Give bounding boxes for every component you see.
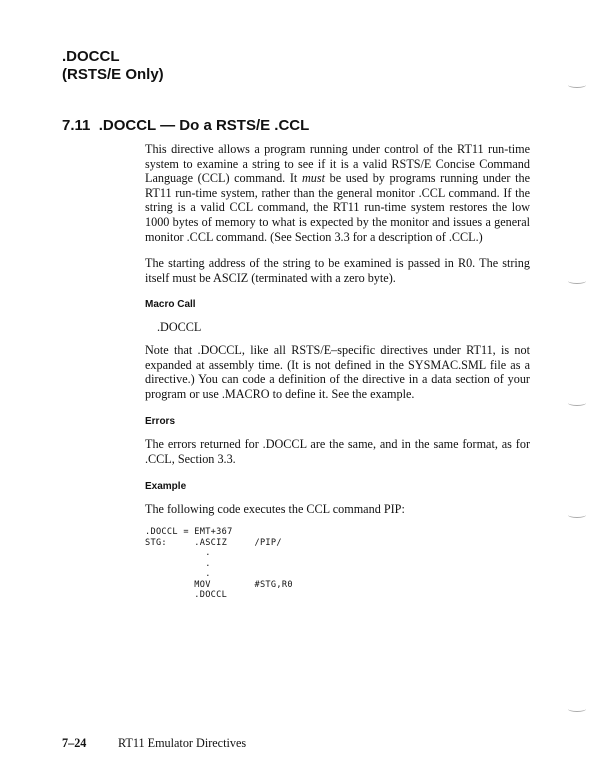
section-heading <box>62 117 309 134</box>
errors-paragraph: The errors returned for .DOCCL are the same, and in the same format, as for .CCL, Section 3.3. <box>145 437 530 466</box>
intro-text-1: This directive allows a program running under control of the RT11 run-time system to examine a string to see if it is a valid RSTS/E Concise Command Language (CCL) command. It <box>145 142 530 186</box>
intro-text-2: be used by programs running under the RT11 run-time system, rather than the general monitor .CCL command. If the string is a valid CCL command, the RT11 run-time system restores the low 1000 bytes of memory to what is expected by the monitor and issues a general monitor .CCL command. (See Section 3.3 for a description of .CCL.) <box>145 171 530 244</box>
section-title: .DOCCL — Do a RSTS/E .CCL <box>98 117 310 134</box>
margin-mark <box>568 82 586 88</box>
margin-mark <box>568 512 586 518</box>
example-heading: Example <box>145 481 187 492</box>
page-number: 7–24 <box>62 736 87 750</box>
margin-mark <box>568 706 586 712</box>
errors-heading: Errors <box>145 416 176 427</box>
footer-title: RT11 Emulator Directives <box>118 736 247 750</box>
example-intro: The following code executes the CCL command PIP: <box>145 502 405 516</box>
macro-call-heading: Macro Call <box>145 299 196 310</box>
header-qualifier: (RSTS/E Only) <box>62 66 164 83</box>
header-directive-name: .DOCCL <box>62 48 120 65</box>
margin-mark <box>568 278 586 284</box>
margin-mark <box>568 400 586 406</box>
macro-note-paragraph: Note that .DOCCL, like all RSTS/E–specific directives under RT11, is not expanded at assembly time. (It is not defined in the SYSMAC.SML file as a directive.) You can code a definition of the directive in a data section of your program or use .MACRO to define it. See the example. <box>145 343 530 401</box>
chapter-header <box>62 48 164 84</box>
section-number: 7.11 <box>62 117 91 134</box>
code-example: .DOCCL = EMT+367 STG: .ASCIZ /PIP/ . . . MOV #STG,R0 .DOCCL <box>145 527 293 600</box>
address-paragraph: The starting address of the string to be examined is passed in R0. The string itself must be ASCIZ (terminated with a zero byte). <box>145 256 530 285</box>
intro-emphasis: must <box>301 171 325 186</box>
macro-call-syntax: .DOCCL <box>157 320 202 334</box>
intro-paragraph <box>145 142 530 244</box>
